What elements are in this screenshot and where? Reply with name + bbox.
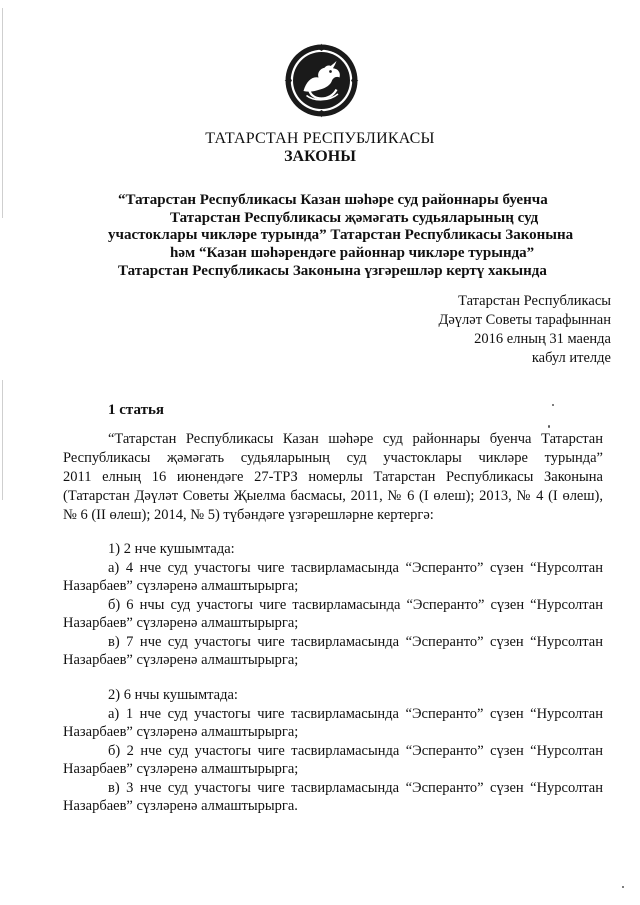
section1-item-b: б) 6 нчы суд участогы чиге тасвирламасында “Эсперанто” сүзен “Нурсолтан: [108, 597, 603, 613]
intro-line-3: 2011 елның 16 июнендәге 27-ТРЗ номерлы Татарстан Республикасы Законына: [63, 469, 603, 485]
scan-speck: [552, 404, 554, 406]
section2-item-b: б) 2 нче суд участогы чиге тасвирламасында “Эсперанто” сүзен “Нурсолтан: [108, 743, 603, 759]
intro-line-1: “Татарстан Республикасы Казан шәһәре суд районнары буенча Татарстан: [108, 431, 603, 447]
section2-item-c: в) 3 нче суд участогы чиге тасвирламасында “Эсперанто” сүзен “Нурсолтан: [108, 780, 603, 796]
tatarstan-emblem-icon: [284, 43, 359, 118]
section1-heading: 1) 2 нче кушымтада:: [108, 541, 235, 557]
title-line-3: участоклары чикләре турында” Татарстан Республикасы Законына: [108, 227, 574, 243]
intro-line-4: (Татарстан Дәүләт Советы Җыелма басмасы, 2011, № 6 (I өлеш); 2013, № 4 (I өлеш),: [63, 488, 603, 504]
section1-item-c-cont: Назарбаев” сүзләренә алмаштырырга;: [63, 652, 299, 668]
republic-heading: ТАТАРСТАН РЕСПУБЛИКАСЫ: [205, 130, 435, 147]
section2-item-b-cont: Назарбаев” сүзләренә алмаштырырга;: [63, 761, 299, 777]
section2-item-c-cont: Назарбаев” сүзләренә алмаштырырга.: [63, 798, 298, 814]
adoption-line-3: 2016 елның 31 маенда: [474, 331, 611, 347]
scan-speck: [622, 886, 624, 888]
adoption-line-4: кабул ителде: [531, 350, 611, 366]
scan-speck: [548, 425, 550, 428]
scan-margin-mark: [2, 380, 3, 500]
section1-item-b-cont: Назарбаев” сүзләренә алмаштырырга;: [63, 615, 299, 631]
adoption-line-2: Дәүләт Советы тарафыннан: [438, 312, 611, 328]
section1-item-c: в) 7 нче суд участогы чиге тасвирламасында “Эсперанто” сүзен “Нурсолтан: [108, 634, 603, 650]
title-line-4: һәм “Казан шәһәрендәге районнар чикләре турында”: [170, 245, 535, 261]
intro-line-2: Республикасы җәмәгать судьяларының суд участоклары чикләре турында”: [63, 450, 603, 466]
section2-item-a-cont: Назарбаев” сүзләренә алмаштырырга;: [63, 724, 299, 740]
section1-item-a-cont: Назарбаев” сүзләренә алмаштырырга;: [63, 578, 299, 594]
intro-line-5: № 6 (II өлеш); 2014, № 5) түбәндәге үзгәрешләрне кертергә:: [63, 507, 434, 523]
title-line-1: “Татарстан Республикасы Казан шәһәре суд районнары буенча: [118, 192, 548, 208]
article-heading: 1 статья: [108, 402, 164, 418]
title-line-5: Татарстан Республикасы Законына үзгәрешләр кертү хакында: [118, 263, 547, 279]
law-heading: ЗАКОНЫ: [284, 148, 356, 165]
section2-item-a: а) 1 нче суд участогы чиге тасвирламасында “Эсперанто” сүзен “Нурсолтан: [108, 706, 603, 722]
title-line-2: Татарстан Республикасы җәмәгать судьяларының суд: [170, 210, 539, 226]
adoption-line-1: Татарстан Республикасы: [458, 293, 611, 309]
scan-margin-mark: [2, 8, 3, 218]
section2-heading: 2) 6 нчы кушымтада:: [108, 687, 238, 703]
section1-item-a: а) 4 нче суд участогы чиге тасвирламасында “Эсперанто” сүзен “Нурсолтан: [108, 560, 603, 576]
